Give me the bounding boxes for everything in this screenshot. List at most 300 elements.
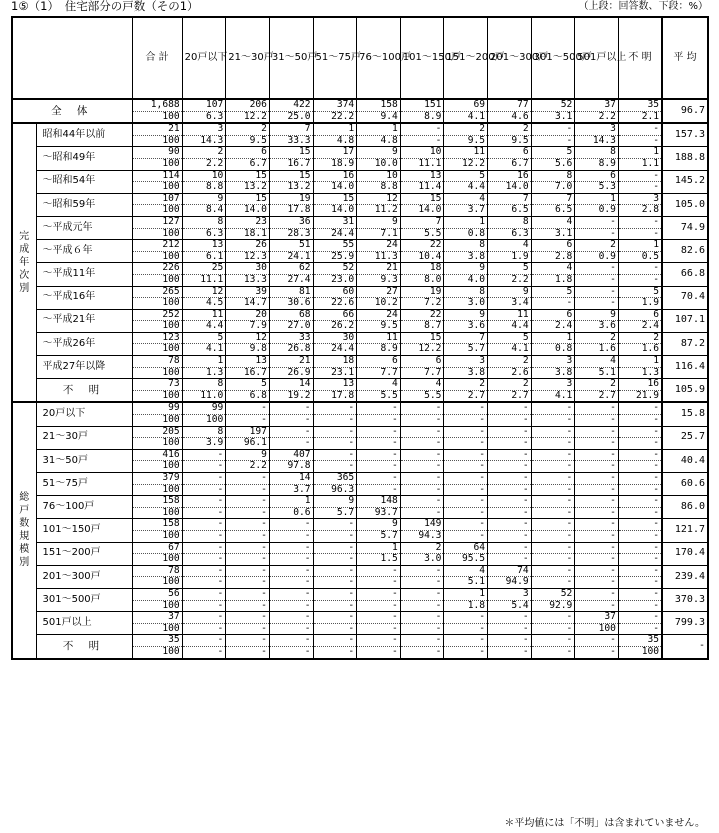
- cell-count: 1: [531, 332, 575, 344]
- cell-percent: 13.2: [269, 182, 313, 194]
- cell-percent: -: [182, 530, 226, 542]
- cell-count: -: [400, 123, 444, 135]
- cell-count: -: [269, 519, 313, 531]
- cell-percent: 100: [132, 135, 182, 147]
- cell-percent: -: [400, 438, 444, 450]
- cell-count: -: [226, 519, 270, 531]
- cell-percent: 100: [132, 251, 182, 263]
- cell-percent: 8.7: [400, 321, 444, 333]
- cell-count: -: [226, 496, 270, 508]
- cell-percent: -: [488, 461, 532, 473]
- cell-percent: -: [269, 415, 313, 427]
- cell-count: -: [313, 402, 357, 414]
- cell-percent: 100: [132, 484, 182, 496]
- cell-count: 78: [132, 356, 182, 368]
- cell-count: 4: [444, 565, 488, 577]
- cell-percent: 2.2: [575, 111, 619, 123]
- cell-percent: 100: [132, 111, 182, 123]
- cell-count: -: [444, 612, 488, 624]
- cell-count: -: [575, 263, 619, 275]
- cell-percent: 96.3: [313, 484, 357, 496]
- cell-count: -: [400, 588, 444, 600]
- cell-percent: -: [488, 646, 532, 658]
- column-header-label: 合 計: [145, 52, 169, 63]
- table-row: [12, 588, 708, 600]
- cell-percent: 9.5: [357, 321, 401, 333]
- cell-count: 197: [226, 426, 270, 438]
- cell-count: -: [444, 635, 488, 647]
- column-header: [313, 17, 361, 99]
- cell-count: 15: [226, 193, 270, 205]
- cell-percent: -: [400, 415, 444, 427]
- cell-percent: 25.9: [313, 251, 357, 263]
- cell-count: 36: [269, 216, 313, 228]
- cell-percent: -: [618, 228, 662, 240]
- row-label: 20戸以下: [36, 402, 132, 426]
- cell-percent: 9.3: [357, 274, 401, 286]
- cell-average: 116.4: [662, 356, 708, 379]
- row-label: ～平成21年: [36, 309, 132, 332]
- cell-percent: -: [182, 461, 226, 473]
- cell-percent: 9.8: [226, 344, 270, 356]
- cell-count: 19: [269, 193, 313, 205]
- cell-percent: -: [400, 135, 444, 147]
- table-body: [12, 99, 708, 659]
- cell-count: 4: [357, 379, 401, 391]
- cell-percent: -: [488, 554, 532, 566]
- cell-percent: 100: [132, 438, 182, 450]
- cell-percent: -: [575, 530, 619, 542]
- cell-average: 107.1: [662, 309, 708, 332]
- cell-percent: -: [182, 600, 226, 612]
- cell-percent: -: [313, 415, 357, 427]
- cell-percent: 4.1: [444, 111, 488, 123]
- cell-count: 158: [132, 496, 182, 508]
- cell-count: 21: [132, 123, 182, 135]
- cell-percent: -: [226, 577, 270, 589]
- cell-count: 35: [618, 99, 662, 111]
- cell-percent: -: [488, 507, 532, 519]
- cell-percent: 100: [182, 415, 226, 427]
- cell-count: -: [575, 449, 619, 461]
- cell-count: -: [313, 542, 357, 554]
- cell-percent: 2.2: [182, 158, 226, 170]
- cell-percent: -: [182, 484, 226, 496]
- row-label: ～平成26年: [36, 332, 132, 355]
- cell-count: -: [313, 519, 357, 531]
- cell-percent: -: [444, 484, 488, 496]
- cell-percent: -: [531, 135, 575, 147]
- cell-count: -: [618, 565, 662, 577]
- cell-percent: 1.3: [182, 367, 226, 379]
- cell-percent: 1.9: [618, 298, 662, 310]
- table-row: [12, 123, 708, 135]
- cell-count: -: [531, 519, 575, 531]
- cell-count: 27: [357, 286, 401, 298]
- cell-percent: -: [357, 415, 401, 427]
- cell-count: 10: [400, 147, 444, 159]
- cell-percent: 25.0: [269, 111, 313, 123]
- cell-count: 9: [182, 193, 226, 205]
- cell-count: -: [531, 449, 575, 461]
- cell-count: -: [618, 216, 662, 228]
- cell-percent: -: [575, 554, 619, 566]
- cell-count: -: [531, 123, 575, 135]
- cell-percent: 27.4: [269, 274, 313, 286]
- cell-percent: -: [531, 461, 575, 473]
- cell-percent: 100: [132, 367, 182, 379]
- cell-percent: 2.7: [488, 390, 532, 402]
- cell-count: -: [182, 519, 226, 531]
- cell-percent: 2.2: [488, 274, 532, 286]
- row-label: 101～150戸: [36, 519, 132, 542]
- cell-percent: 30.6: [269, 298, 313, 310]
- cell-percent: 14.0: [313, 182, 357, 194]
- cell-percent: 1.8: [444, 600, 488, 612]
- cell-count: 6: [400, 356, 444, 368]
- cell-percent: -: [444, 530, 488, 542]
- cell-average: 70.4: [662, 286, 708, 309]
- cell-count: 149: [400, 519, 444, 531]
- column-header: [269, 17, 318, 99]
- cell-count: 20: [226, 309, 270, 321]
- cell-percent: -: [313, 461, 357, 473]
- cell-percent: 2.2: [226, 461, 270, 473]
- cell-count: -: [357, 473, 401, 485]
- cell-count: 77: [488, 99, 532, 111]
- cell-percent: 3.8: [444, 251, 488, 263]
- cell-percent: -: [531, 646, 575, 658]
- cell-count: -: [444, 426, 488, 438]
- cell-count: 35: [132, 635, 182, 647]
- group-label-char: 完: [19, 231, 30, 243]
- group-label-char: 成: [19, 244, 30, 256]
- cell-average: 188.8: [662, 147, 708, 170]
- cell-count: 9: [226, 449, 270, 461]
- column-header: [488, 17, 549, 99]
- cell-percent: 14.3: [575, 135, 619, 147]
- cell-percent: 6.3: [488, 228, 532, 240]
- cell-count: 107: [182, 99, 226, 111]
- cell-percent: 100: [132, 600, 182, 612]
- cell-percent: 4.8: [357, 135, 401, 147]
- cell-average: 60.6: [662, 473, 708, 496]
- cell-count: 39: [226, 286, 270, 298]
- cell-count: -: [313, 635, 357, 647]
- cell-percent: 22.6: [313, 298, 357, 310]
- cell-percent: 14.0: [488, 182, 532, 194]
- cell-count: -: [226, 588, 270, 600]
- cell-count: -: [575, 565, 619, 577]
- cell-count: 10: [182, 170, 226, 182]
- cell-count: -: [226, 473, 270, 485]
- cell-count: 66: [313, 309, 357, 321]
- cell-percent: 3.7: [444, 205, 488, 217]
- cell-percent: -: [226, 646, 270, 658]
- cell-count: -: [400, 565, 444, 577]
- cell-percent: 4.4: [488, 321, 532, 333]
- cell-count: -: [488, 542, 532, 554]
- cell-count: 81: [269, 286, 313, 298]
- column-header: [662, 17, 708, 99]
- cell-count: 5: [488, 263, 532, 275]
- cell-count: 4: [444, 193, 488, 205]
- cell-percent: 10.2: [357, 298, 401, 310]
- cell-count: -: [226, 635, 270, 647]
- cell-percent: -: [357, 623, 401, 635]
- cell-count: 37: [575, 99, 619, 111]
- table-row: [12, 99, 708, 111]
- column-header: [357, 17, 411, 99]
- cell-percent: 100: [132, 158, 182, 170]
- cell-count: -: [618, 542, 662, 554]
- column-header: [444, 17, 505, 99]
- cell-count: 8: [575, 147, 619, 159]
- cell-percent: 100: [132, 461, 182, 473]
- cell-count: -: [226, 542, 270, 554]
- cell-average: 121.7: [662, 519, 708, 542]
- cell-count: 8: [488, 216, 532, 228]
- cell-percent: 3.4: [488, 298, 532, 310]
- cell-count: 31: [313, 216, 357, 228]
- cell-count: -: [531, 635, 575, 647]
- cell-count: 416: [132, 449, 182, 461]
- cell-count: 6: [575, 170, 619, 182]
- cell-average: 25.7: [662, 426, 708, 449]
- group-label-char: 総: [19, 492, 30, 504]
- cell-count: 9: [488, 286, 532, 298]
- cell-percent: 24.4: [313, 344, 357, 356]
- cell-count: -: [618, 473, 662, 485]
- cell-percent: -: [400, 507, 444, 519]
- cell-percent: 18.1: [226, 228, 270, 240]
- cell-count: 6: [618, 309, 662, 321]
- cell-count: 1: [444, 588, 488, 600]
- cell-percent: -: [357, 600, 401, 612]
- row-label: 151～200戸: [36, 542, 132, 565]
- cell-percent: 100: [132, 298, 182, 310]
- cell-percent: 100: [132, 623, 182, 635]
- cell-count: 30: [226, 263, 270, 275]
- column-header: [575, 17, 627, 99]
- cell-count: 9: [575, 309, 619, 321]
- cell-count: 1: [269, 496, 313, 508]
- cell-percent: 92.9: [531, 600, 575, 612]
- cell-percent: -: [400, 577, 444, 589]
- cell-percent: 2.8: [531, 251, 575, 263]
- cell-percent: -: [182, 554, 226, 566]
- cell-percent: -: [444, 415, 488, 427]
- cell-percent: -: [226, 600, 270, 612]
- cell-count: 21: [269, 356, 313, 368]
- cell-average: 86.0: [662, 496, 708, 519]
- cell-average: 74.9: [662, 216, 708, 239]
- cell-count: -: [488, 496, 532, 508]
- cell-percent: 17.8: [269, 205, 313, 217]
- cell-percent: -: [618, 438, 662, 450]
- cell-average: 96.7: [662, 99, 708, 123]
- header-corner: [12, 17, 132, 99]
- row-label: 301～500戸: [36, 588, 132, 611]
- cell-count: 1: [618, 356, 662, 368]
- cell-average: 15.8: [662, 402, 708, 426]
- cell-count: 22: [400, 309, 444, 321]
- column-header-label: 20戸以下: [184, 52, 228, 63]
- cell-percent: -: [531, 415, 575, 427]
- row-label: 全 体: [12, 99, 132, 123]
- cell-count: 4: [531, 216, 575, 228]
- cell-count: 8: [531, 170, 575, 182]
- cell-count: -: [269, 565, 313, 577]
- cell-percent: -: [575, 274, 619, 286]
- cell-percent: 3.7: [269, 484, 313, 496]
- header-row: [12, 17, 708, 99]
- cell-percent: 3.6: [444, 321, 488, 333]
- cell-count: 151: [400, 99, 444, 111]
- cell-percent: 100: [132, 554, 182, 566]
- row-label: 201～300戸: [36, 565, 132, 588]
- cell-percent: 4.6: [488, 111, 532, 123]
- cell-count: 64: [444, 542, 488, 554]
- cell-percent: 100: [132, 205, 182, 217]
- cell-count: 15: [400, 193, 444, 205]
- cell-count: -: [400, 612, 444, 624]
- cell-count: -: [357, 565, 401, 577]
- cell-count: 13: [226, 356, 270, 368]
- cell-count: 5: [531, 147, 575, 159]
- cell-percent: 11.1: [400, 158, 444, 170]
- cell-count: 5: [182, 332, 226, 344]
- cell-percent: 7.2: [400, 298, 444, 310]
- cell-percent: -: [618, 507, 662, 519]
- cell-percent: -: [531, 507, 575, 519]
- cell-count: 5: [488, 332, 532, 344]
- cell-percent: 12.2: [400, 344, 444, 356]
- cell-count: -: [269, 402, 313, 414]
- cell-count: -: [575, 588, 619, 600]
- cell-percent: 8.9: [400, 111, 444, 123]
- group-label: [12, 402, 36, 658]
- cell-percent: 7.7: [400, 367, 444, 379]
- cell-percent: 6.3: [182, 228, 226, 240]
- cell-count: 127: [132, 216, 182, 228]
- cell-percent: -: [488, 415, 532, 427]
- cell-average: 82.6: [662, 240, 708, 263]
- cell-count: 8: [182, 216, 226, 228]
- cell-percent: 26.8: [269, 344, 313, 356]
- row-label: ～平成11年: [36, 263, 132, 286]
- cell-average: 105.9: [662, 379, 708, 403]
- cell-percent: 100: [132, 274, 182, 286]
- cell-count: 1: [575, 193, 619, 205]
- cell-count: 37: [132, 612, 182, 624]
- cell-percent: 97.8: [269, 461, 313, 473]
- cell-percent: 14.0: [400, 205, 444, 217]
- cell-percent: -: [618, 623, 662, 635]
- cell-count: 11: [182, 309, 226, 321]
- cell-count: 35: [618, 635, 662, 647]
- cell-percent: 2.8: [618, 205, 662, 217]
- row-label: 51～75戸: [36, 473, 132, 496]
- cell-count: 22: [400, 240, 444, 252]
- cell-percent: -: [618, 554, 662, 566]
- group-label-char: 年: [19, 257, 30, 269]
- cell-count: -: [444, 473, 488, 485]
- cell-percent: 1.8: [531, 274, 575, 286]
- cell-count: 7: [531, 193, 575, 205]
- cell-count: -: [269, 426, 313, 438]
- cell-percent: 3.0: [444, 298, 488, 310]
- cell-count: -: [400, 426, 444, 438]
- cell-count: -: [531, 542, 575, 554]
- cell-percent: 1.1: [618, 158, 662, 170]
- cell-percent: -: [357, 484, 401, 496]
- table-row: [12, 402, 708, 414]
- cell-percent: 4.4: [444, 182, 488, 194]
- cell-count: 2: [182, 147, 226, 159]
- cell-count: 23: [226, 216, 270, 228]
- cell-average: 239.4: [662, 565, 708, 588]
- cell-count: 1: [618, 147, 662, 159]
- cell-count: 99: [132, 402, 182, 414]
- cell-count: 7: [269, 123, 313, 135]
- cell-percent: 8.0: [400, 274, 444, 286]
- cell-count: 30: [313, 332, 357, 344]
- cell-percent: -: [269, 577, 313, 589]
- cell-count: 13: [313, 379, 357, 391]
- cell-count: -: [618, 449, 662, 461]
- cell-percent: 2.7: [444, 390, 488, 402]
- cell-count: 16: [618, 379, 662, 391]
- column-header-label: 501戸以上: [577, 52, 627, 63]
- cell-count: -: [313, 449, 357, 461]
- cell-count: 212: [132, 240, 182, 252]
- cell-count: 158: [132, 519, 182, 531]
- cell-count: 9: [444, 309, 488, 321]
- column-header: [226, 17, 274, 99]
- row-label: 21～30戸: [36, 426, 132, 449]
- table-row: [12, 542, 708, 554]
- cell-percent: -: [618, 135, 662, 147]
- cell-percent: 7.0: [531, 182, 575, 194]
- cell-percent: -: [357, 646, 401, 658]
- cell-percent: 6.1: [182, 251, 226, 263]
- table-row: [12, 379, 708, 391]
- table-row: [12, 635, 708, 647]
- cell-average: 170.4: [662, 542, 708, 565]
- table-row: [12, 286, 708, 298]
- cell-percent: 7.9: [226, 321, 270, 333]
- cell-count: 16: [313, 170, 357, 182]
- cell-percent: -: [313, 554, 357, 566]
- cell-count: 422: [269, 99, 313, 111]
- cell-percent: -: [400, 623, 444, 635]
- cell-count: 11: [444, 147, 488, 159]
- cell-average: 799.3: [662, 612, 708, 635]
- cell-percent: 1.6: [575, 344, 619, 356]
- cell-count: 5: [444, 170, 488, 182]
- cell-percent: -: [618, 182, 662, 194]
- cell-percent: 6.7: [488, 158, 532, 170]
- cell-percent: -: [618, 484, 662, 496]
- cell-count: 7: [444, 332, 488, 344]
- cell-count: 15: [226, 170, 270, 182]
- cell-percent: 5.1: [444, 577, 488, 589]
- cell-count: -: [531, 473, 575, 485]
- cell-percent: -: [575, 600, 619, 612]
- cell-count: -: [531, 565, 575, 577]
- cell-percent: 8.9: [357, 344, 401, 356]
